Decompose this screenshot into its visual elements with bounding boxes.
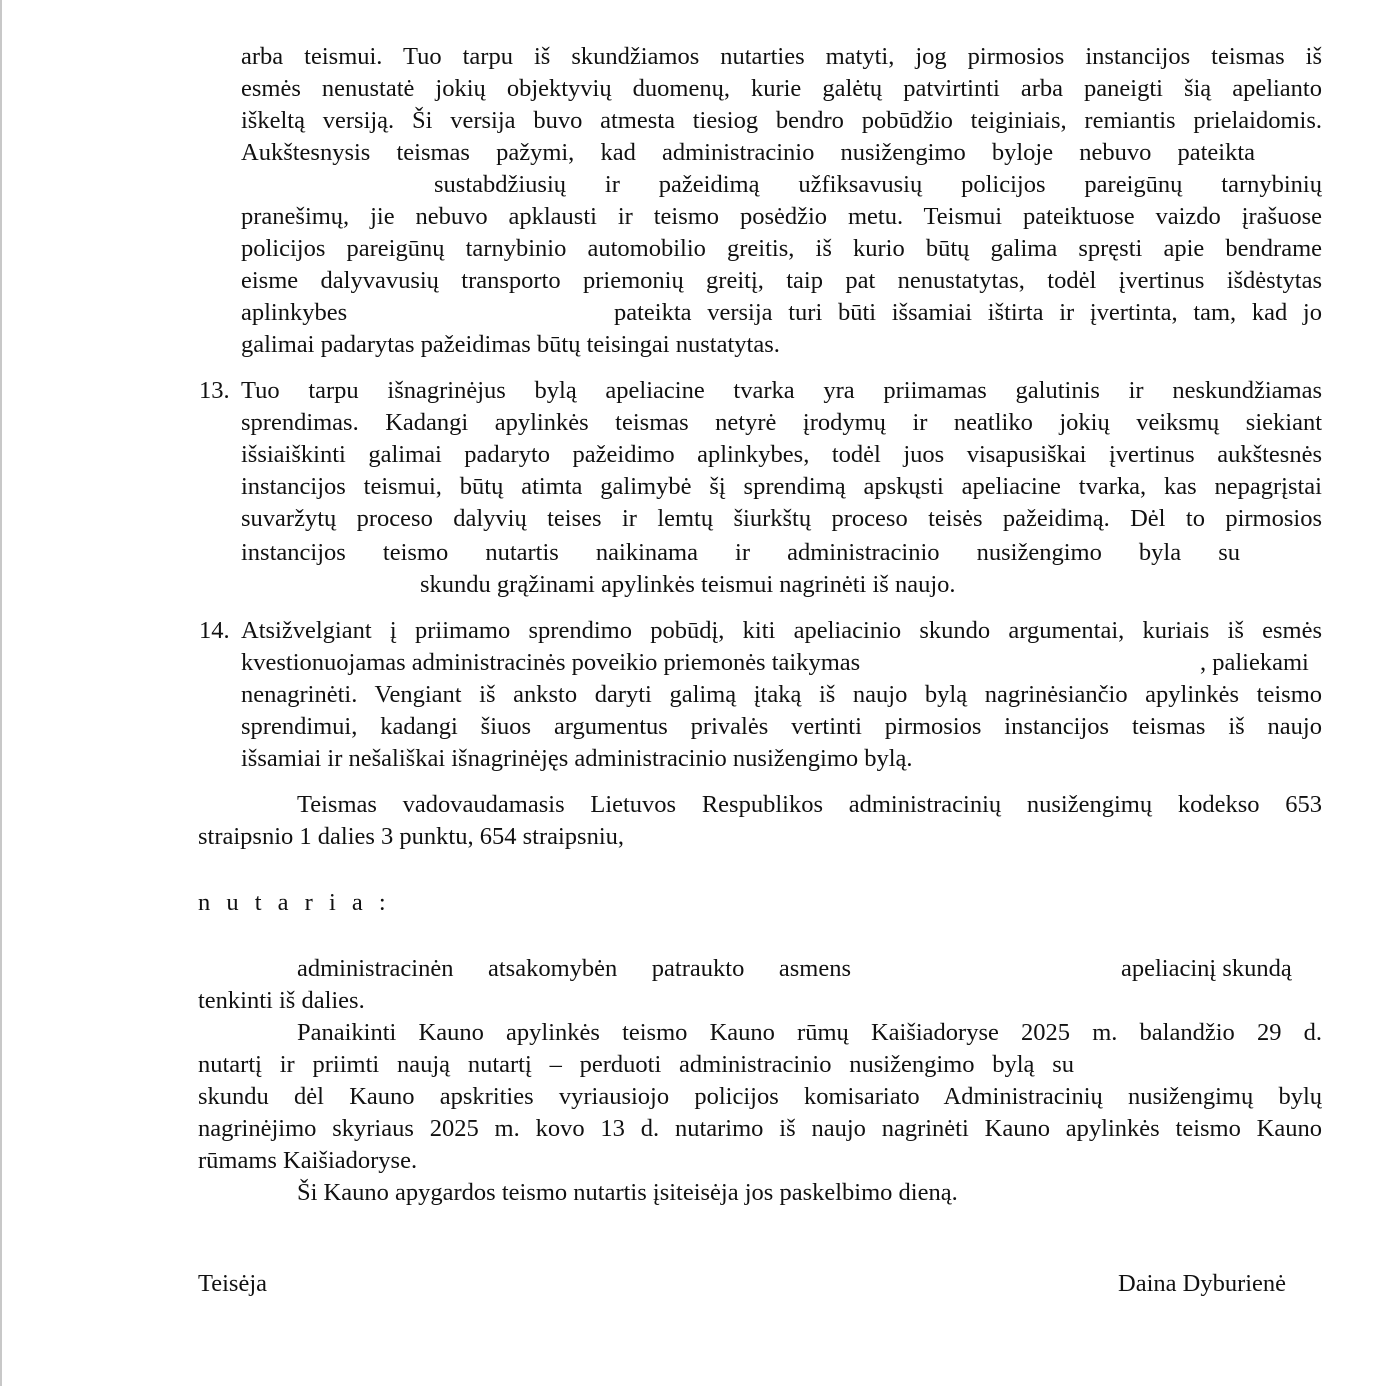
ruling-1-part-c: tenkinti iš dalies. (198, 987, 365, 1014)
p12-line-2: esmės nenustatė jokių objektyvių duomenų, kurie galėtų patvirtinti arba paneigti šią apelianto (241, 75, 1322, 102)
ruling-2-line-1: Panaikinti Kauno apylinkės teismo Kauno rūmų Kaišiadoryse 2025 m. balandžio 29 d. (297, 1019, 1322, 1046)
p14-line-5: išsamiai ir nešališkai išnagrinėjęs administracinio nusižengimo bylą. (241, 745, 913, 772)
ruling-1-part-b: apeliacinį skundą (1121, 955, 1292, 982)
p13-line-3: išsiaiškinti galimai padaryto pažeidimo aplinkybes, todėl juos visapusiškai įvertinus aukštesnės (241, 441, 1322, 468)
p12-line-8: eisme dalyvavusių transporto priemonių greitį, taip pat nenustatytas, todėl įvertinus išdėstytas (241, 267, 1322, 294)
judge-role: Teisėja (198, 1270, 268, 1297)
p13-number: 13. (199, 377, 230, 404)
p13-line-6: instancijos teismo nutartis naikinama ir administracinio nusižengimo byla su (241, 539, 1240, 566)
p12-line-10: galimai padarytas pažeidimas būtų teisingai nustatytas. (241, 331, 780, 358)
p13-line-1: Tuo tarpu išnagrinėjus bylą apeliacine tvarka yra priimamas galutinis ir neskundžiamas (241, 377, 1322, 404)
p12-line-6: pranešimų, jie nebuvo apklausti ir teismo posėdžio metu. Teismui pateiktuose vaizdo įrašuose (241, 203, 1322, 230)
ruling-heading: n u t a r i a : (198, 889, 391, 916)
p12-line-7: policijos pareigūnų tarnybinio automobilio greitis, iš kurio būtų galima spręsti apie bendrame (241, 235, 1322, 262)
p13-line-5: suvaržytų proceso dalyvių teises ir lemtų šiurkštų proceso teisės pažeidimą. Dėl to pirmosios (241, 505, 1322, 532)
p12-line-5: sustabdžiusių ir pažeidimą užfiksavusių policijos pareigūnų tarnybinių (434, 171, 1322, 198)
p13-line-2: sprendimas. Kadangi apylinkės teismas netyrė įrodymų ir neatliko jokių veiksmų siekiant (241, 409, 1322, 436)
p14-number: 14. (199, 617, 230, 644)
p13-line-4: instancijos teismui, būtų atimta galimybė šį sprendimą apskųsti apeliacine tvarka, kas nepagrįstai (241, 473, 1322, 500)
p12-line-9a: aplinkybes (241, 299, 348, 326)
p14-line-3: nenagrinėti. Vengiant iš anksto daryti galimą įtaką iš naujo bylą nagrinėsiančio apylinkės teismo (241, 681, 1322, 708)
ruling-2-line-2: nutartį ir priimti naują nutartį – perduoti administracinio nusižengimo bylą su (198, 1051, 1074, 1078)
ruling-2-line-4: nagrinėjimo skyriaus 2025 m. kovo 13 d. nutarimo iš naujo nagrinėti Kauno apylinkės teismo Kauno (198, 1115, 1322, 1142)
p13-line-7: skundu grąžinami apylinkės teismui nagrinėti iš naujo. (420, 571, 956, 598)
p14-line-4: sprendimui, kadangi šiuos argumentus privalės vertinti pirmosios instancijos teismas iš naujo (241, 713, 1322, 740)
p14-line-2b: , paliekami (1200, 649, 1309, 676)
p12-line-4: Aukštesnysis teismas pažymi, kad administracinio nusižengimo byloje nebuvo pateikta (241, 139, 1255, 166)
p12-line-9b: pateikta versija turi būti išsamiai ištirta ir įvertinta, tam, kad jo (614, 299, 1322, 326)
p14-line-2a: kvestionuojamas administracinės poveikio priemonės taikymas (241, 649, 861, 676)
ruling-3: Ši Kauno apygardos teismo nutartis įsiteisėja jos paskelbimo dieną. (297, 1179, 958, 1206)
ruling-2-line-5: rūmams Kaišiadoryse. (198, 1147, 418, 1174)
judge-name: Daina Dyburienė (1118, 1270, 1287, 1297)
p12-line-3: iškeltą versiją. Ši versija buvo atmesta tiesiog bendro pobūdžio teiginiais, remiantis prielaidomis. (241, 107, 1322, 134)
p12-line-1: arba teismui. Tuo tarpu iš skundžiamos nutarties matyti, jog pirmosios instancijos teismas iš (241, 43, 1322, 70)
basis-line-1: Teismas vadovaudamasis Lietuvos Respublikos administracinių nusižengimų kodekso 653 (297, 791, 1322, 818)
p14-line-1: Atsižvelgiant į priimamo sprendimo pobūdį, kiti apeliacinio skundo argumentai, kuriais iš esmės (241, 617, 1322, 644)
basis-line-2: straipsnio 1 dalies 3 punktu, 654 straipsniu, (198, 823, 624, 850)
ruling-2-line-3: skundu dėl Kauno apskrities vyriausiojo policijos komisariato Administracinių nusižengimų bylų (198, 1083, 1322, 1110)
ruling-1-part-a: administracinėn atsakomybėn patraukto asmens (297, 955, 851, 982)
